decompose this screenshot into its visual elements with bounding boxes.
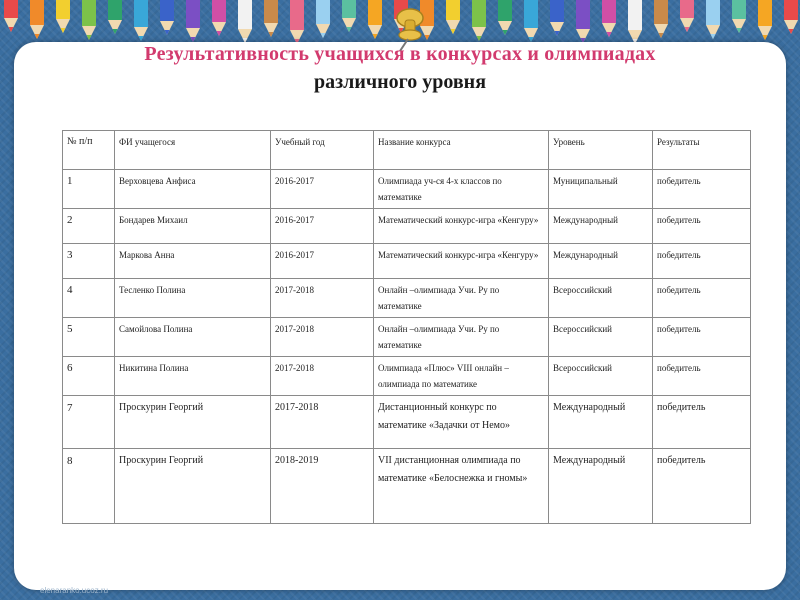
cell-contest: Олимпиада «Плюс» VIII онлайн – олимпиада по математике <box>374 357 549 396</box>
cell-student: Маркова Анна <box>115 244 271 279</box>
cell-contest: Онлайн –олимпиада Учи. Ру по математике <box>374 279 549 318</box>
cell-level: Международный <box>549 244 653 279</box>
cell-number: 7 <box>63 396 115 449</box>
cell-number: 3 <box>63 244 115 279</box>
table-header-row <box>63 131 751 170</box>
cell-year: 2017-2018 <box>271 318 374 357</box>
header-result: Результаты <box>653 131 751 170</box>
cell-year: 2017-2018 <box>271 357 374 396</box>
cell-contest: VII дистанционная олимпиада по математике «Белоснежка и гномы» <box>374 449 549 524</box>
watermark: elenaranko.ucoz.ru <box>40 586 109 595</box>
cell-student: Тесленко Полина <box>115 279 271 318</box>
header-student: ФИ учащегося <box>115 131 271 170</box>
header-year: Учебный год <box>271 131 374 170</box>
slide-title <box>14 40 786 96</box>
cell-year: 2017-2018 <box>271 396 374 449</box>
cell-number: 8 <box>63 449 115 524</box>
cell-student: Верховцева Анфиса <box>115 170 271 209</box>
table-row <box>63 170 751 209</box>
table-row <box>63 396 751 449</box>
cell-result: победитель <box>653 318 751 357</box>
cell-student: Проскурин Георгий <box>115 449 271 524</box>
cell-level: Международный <box>549 449 653 524</box>
cell-number: 1 <box>63 170 115 209</box>
cell-contest: Онлайн –олимпиада Учи. Ру по математике <box>374 318 549 357</box>
cell-result: победитель <box>653 244 751 279</box>
cell-contest: Математический конкурс-игра «Кенгуру» <box>374 209 549 244</box>
cell-contest: Математический конкурс-игра «Кенгуру» <box>374 244 549 279</box>
table-row <box>63 449 751 524</box>
cell-year: 2017-2018 <box>271 279 374 318</box>
cell-student: Бондарев Михаил <box>115 209 271 244</box>
header-contest: Название конкурса <box>374 131 549 170</box>
table-row <box>63 279 751 318</box>
cell-year: 2016-2017 <box>271 244 374 279</box>
cell-year: 2016-2017 <box>271 170 374 209</box>
cell-result: победитель <box>653 357 751 396</box>
table-row <box>63 357 751 396</box>
cell-result: победитель <box>653 209 751 244</box>
cell-student: Никитина Полина <box>115 357 271 396</box>
cell-result: победитель <box>653 396 751 449</box>
cell-number: 5 <box>63 318 115 357</box>
cell-level: Всероссийский <box>549 357 653 396</box>
cell-year: 2018-2019 <box>271 449 374 524</box>
cell-result: победитель <box>653 449 751 524</box>
cell-level: Муниципальный <box>549 170 653 209</box>
title-line-2: различного уровня <box>313 71 487 93</box>
table-row <box>63 244 751 279</box>
cell-contest: Дистанционный конкурс по математике «Задачки от Немо» <box>374 396 549 449</box>
cell-student: Проскурин Георгий <box>115 396 271 449</box>
cell-student: Самойлова Полина <box>115 318 271 357</box>
cell-number: 2 <box>63 209 115 244</box>
header-number: № п/п <box>63 131 115 170</box>
cell-result: победитель <box>653 170 751 209</box>
cell-result: победитель <box>653 279 751 318</box>
title-line-1: Результативность учащихся в конкурсах и олимпиадах <box>144 43 656 65</box>
header-level: Уровень <box>549 131 653 170</box>
cell-contest: Олимпиада уч-ся 4-х классов по математике <box>374 170 549 209</box>
cell-number: 6 <box>63 357 115 396</box>
cell-level: Всероссийский <box>549 318 653 357</box>
cell-level: Международный <box>549 396 653 449</box>
cell-level: Международный <box>549 209 653 244</box>
table-row <box>63 209 751 244</box>
cell-level: Всероссийский <box>549 279 653 318</box>
cell-number: 4 <box>63 279 115 318</box>
table-row <box>63 318 751 357</box>
cell-year: 2016-2017 <box>271 209 374 244</box>
results-table <box>62 130 751 524</box>
